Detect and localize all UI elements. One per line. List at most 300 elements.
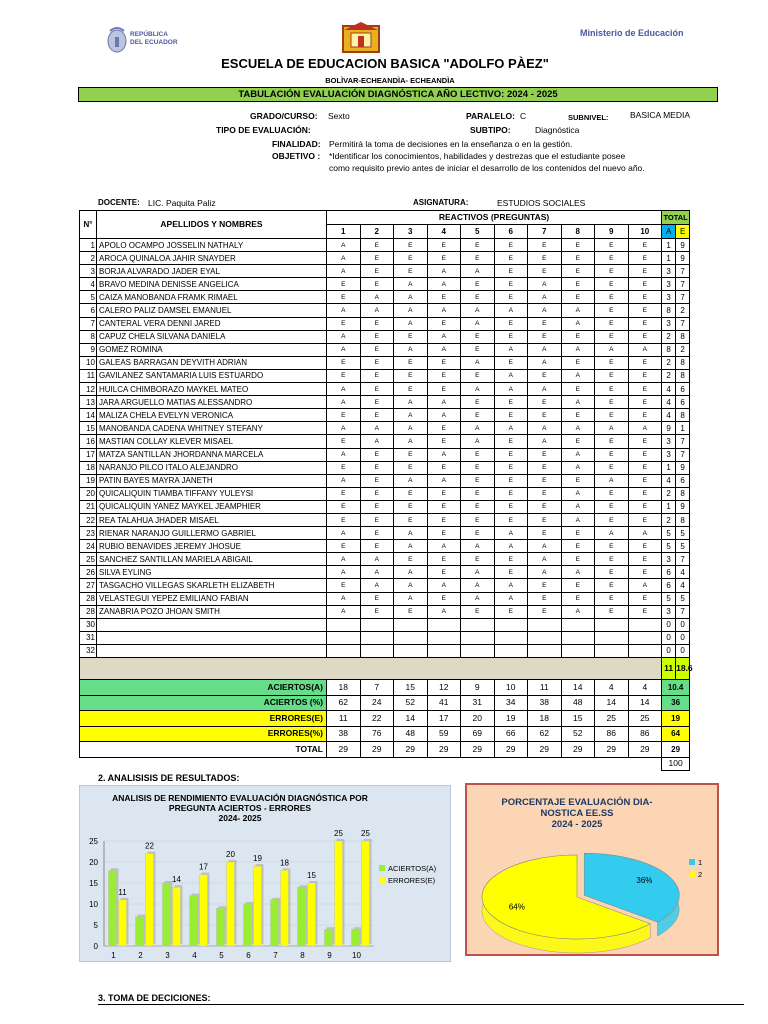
total-e-cell: 4 (676, 579, 690, 592)
total-a-cell: 3 (662, 435, 676, 448)
total-e-cell: 6 (676, 396, 690, 409)
total-a-cell: 6 (662, 579, 676, 592)
x-tick-label: 9 (327, 951, 332, 960)
summary-total: 19 (662, 711, 690, 727)
answer-cell: E (595, 566, 629, 579)
answer-cell: A (461, 592, 495, 605)
answer-cell: E (360, 369, 394, 382)
answer-cell (394, 618, 428, 631)
answer-cell: A (327, 343, 361, 356)
student-row (80, 513, 690, 526)
total-a-cell: 1 (662, 500, 676, 513)
summary-total: 64 (662, 726, 690, 742)
answer-cell: E (595, 540, 629, 553)
answer-cell: E (628, 383, 662, 396)
answer-cell: E (595, 487, 629, 500)
bar (271, 900, 279, 946)
answer-cell: E (360, 605, 394, 618)
x-tick-label: 1 (111, 951, 116, 960)
student-row (80, 448, 690, 461)
answer-cell: E (360, 396, 394, 409)
answer-cell: A (595, 474, 629, 487)
answer-cell: E (561, 330, 595, 343)
subnivel-label: SUBNIVEL: (568, 113, 609, 122)
answer-cell: E (461, 500, 495, 513)
summary-row (80, 726, 690, 742)
summary-total: 10.4 (662, 680, 690, 696)
legend-swatch (379, 877, 385, 883)
summary-total: 36 (662, 695, 690, 711)
total-e-cell: 9 (676, 239, 690, 252)
total-a-cell: 3 (662, 317, 676, 330)
student-row (80, 278, 690, 291)
answer-cell: E (595, 383, 629, 396)
summary-value: 29 (561, 742, 595, 758)
summary-value: 38 (327, 726, 361, 742)
legend-label: 2 (698, 870, 703, 879)
y-tick-label: 15 (89, 879, 98, 888)
ecuador-emblem (106, 25, 128, 55)
summary-value: 25 (628, 711, 662, 727)
total-e-cell: 7 (676, 435, 690, 448)
total-a-cell: 4 (662, 474, 676, 487)
summary-value: 12 (427, 680, 461, 696)
answer-cell: E (561, 383, 595, 396)
answer-cell: A (394, 435, 428, 448)
student-row (80, 527, 690, 540)
row-number: 5 (80, 291, 97, 304)
total-a-cell: 1 (662, 461, 676, 474)
summary-value: 86 (595, 726, 629, 742)
summary-value: 38 (528, 695, 562, 711)
answer-cell (528, 618, 562, 631)
grado-label: GRADO/CURSO: (250, 111, 318, 121)
answer-cell: E (427, 553, 461, 566)
row-number: 1 (80, 239, 97, 252)
row-number: 8 (80, 330, 97, 343)
row-number: 19 (80, 474, 97, 487)
answer-cell: A (427, 304, 461, 317)
y-tick-label: 20 (89, 858, 98, 867)
answer-cell: A (528, 435, 562, 448)
row-number: 7 (80, 317, 97, 330)
bar-chart-title: 2024- 2025 (218, 813, 262, 823)
answer-cell: A (561, 317, 595, 330)
bar-data-label: 11 (118, 887, 127, 897)
bar (281, 870, 289, 946)
answer-cell: E (327, 356, 361, 369)
student-row (80, 422, 690, 435)
summary-value: 14 (394, 711, 428, 727)
total-e-cell: 8 (676, 513, 690, 526)
subtipo-label: SUBTIPO: (470, 125, 511, 135)
total-a-cell: 5 (662, 540, 676, 553)
answer-cell: E (561, 278, 595, 291)
answer-cell: A (360, 291, 394, 304)
total-a-cell: 6 (662, 566, 676, 579)
total-e-cell: 9 (676, 252, 690, 265)
answer-cell: E (628, 487, 662, 500)
answer-cell (461, 618, 495, 631)
answer-cell: E (494, 356, 528, 369)
answer-cell: E (461, 369, 495, 382)
answer-cell: E (427, 566, 461, 579)
answer-cell: A (461, 356, 495, 369)
student-row (80, 396, 690, 409)
row-number: 32 (80, 644, 97, 657)
summary-value: 11 (327, 711, 361, 727)
bar-data-label: 22 (145, 841, 154, 851)
question-header: 2 (360, 225, 394, 239)
answer-cell: E (561, 540, 595, 553)
summary-value: 7 (360, 680, 394, 696)
summary-value: 18 (327, 680, 361, 696)
total-e-cell: 7 (676, 448, 690, 461)
x-tick-label: 4 (192, 951, 197, 960)
answer-cell: E (561, 579, 595, 592)
row-number: 4 (80, 278, 97, 291)
objetivo-label: OBJETIVO : (272, 151, 321, 161)
total-e-cell: 7 (676, 291, 690, 304)
bar-data-label: 25 (334, 829, 343, 838)
summary-value: 19 (494, 711, 528, 727)
docente-label: DOCENTE: (98, 198, 140, 207)
total-e-cell: 1 (676, 422, 690, 435)
total-e-cell: 8 (676, 409, 690, 422)
student-row (80, 317, 690, 330)
total-e-cell: 6 (676, 383, 690, 396)
student-row (80, 540, 690, 553)
student-name: CALERO PALIZ DAMSEL EMANUEL (97, 304, 327, 317)
answer-cell: A (394, 579, 428, 592)
row-number: 10 (80, 356, 97, 369)
answer-cell: E (394, 252, 428, 265)
x-tick-label: 8 (300, 951, 305, 960)
answer-cell: E (528, 239, 562, 252)
answer-cell: E (628, 592, 662, 605)
summary-value: 4 (628, 680, 662, 696)
answer-cell: E (327, 278, 361, 291)
answer-cell (595, 631, 629, 644)
asignatura-label: ASIGNATURA: (413, 198, 469, 207)
answer-cell: E (427, 252, 461, 265)
answer-cell: E (494, 396, 528, 409)
answer-cell: E (595, 579, 629, 592)
answer-cell: E (360, 252, 394, 265)
answer-cell: E (360, 383, 394, 396)
answer-cell (628, 631, 662, 644)
answer-cell: E (595, 461, 629, 474)
answer-cell: E (494, 435, 528, 448)
answer-cell: E (628, 239, 662, 252)
summary-value: 29 (494, 742, 528, 758)
bar-data-label: 25 (361, 829, 370, 838)
summary-value: 86 (628, 726, 662, 742)
answer-cell: E (494, 239, 528, 252)
summary-label: ACIERTOS (%) (80, 695, 327, 711)
answer-cell: E (628, 553, 662, 566)
summary-row (80, 680, 690, 696)
answer-cell: E (461, 278, 495, 291)
answer-cell (427, 631, 461, 644)
answer-cell: E (327, 369, 361, 382)
answer-cell: E (628, 304, 662, 317)
row-number: 18 (80, 461, 97, 474)
bar (362, 841, 370, 946)
answer-cell: E (494, 566, 528, 579)
summary-value: 29 (628, 742, 662, 758)
answer-cell: E (461, 396, 495, 409)
answer-cell: E (461, 239, 495, 252)
answer-cell: A (327, 265, 361, 278)
answer-cell: A (628, 579, 662, 592)
answer-cell: E (494, 330, 528, 343)
answer-cell: A (394, 317, 428, 330)
answer-cell: A (427, 448, 461, 461)
total-a-cell: 2 (662, 330, 676, 343)
answer-cell: E (360, 356, 394, 369)
average-a: 11 (662, 658, 676, 680)
answer-cell: E (595, 265, 629, 278)
section-2-title: 2. ANALISISIS DE RESULTADOS: (98, 773, 240, 783)
summary-value: 14 (628, 695, 662, 711)
paralelo-label: PARALELO: (466, 111, 515, 121)
answer-cell: E (461, 474, 495, 487)
total-e-cell: 8 (676, 330, 690, 343)
bar (227, 862, 235, 946)
student-row (80, 487, 690, 500)
summary-value: 41 (427, 695, 461, 711)
answer-cell: E (528, 461, 562, 474)
pie-data-label: 36% (636, 875, 653, 885)
question-header: 10 (628, 225, 662, 239)
answer-cell: A (427, 409, 461, 422)
answer-cell: A (327, 422, 361, 435)
answer-cell (327, 644, 361, 657)
row-number: 15 (80, 422, 97, 435)
answer-cell: A (628, 527, 662, 540)
republic-text: REPÚBLICA DEL ECUADOR (130, 31, 178, 46)
bar-data-label: 19 (253, 854, 262, 864)
row-number: 12 (80, 383, 97, 396)
row-number: 6 (80, 304, 97, 317)
answer-cell: A (561, 461, 595, 474)
answer-cell: E (628, 435, 662, 448)
answer-cell: E (427, 356, 461, 369)
answer-cell: E (494, 605, 528, 618)
total-a-cell: 2 (662, 487, 676, 500)
answer-cell: E (494, 448, 528, 461)
summary-value: 29 (327, 742, 361, 758)
question-header: 3 (394, 225, 428, 239)
row-number: 28 (80, 605, 97, 618)
total-a-cell: 1 (662, 239, 676, 252)
legend-swatch (379, 865, 385, 871)
summary-value: 24 (360, 695, 394, 711)
answer-cell: E (494, 513, 528, 526)
bar-data-label: 18 (280, 858, 289, 868)
answer-cell: E (528, 592, 562, 605)
answer-cell: E (628, 396, 662, 409)
student-name: MASTIAN COLLAY KLEVER MISAEL (97, 435, 327, 448)
answer-cell (427, 644, 461, 657)
summary-value: 29 (427, 742, 461, 758)
answer-cell: E (394, 553, 428, 566)
answer-cell: E (394, 461, 428, 474)
answer-cell: E (360, 487, 394, 500)
bar (254, 866, 262, 946)
x-tick-label: 2 (138, 951, 143, 960)
total-a-cell: 2 (662, 356, 676, 369)
answer-cell: E (595, 291, 629, 304)
total-a-cell: 2 (662, 369, 676, 382)
total-a-cell: 0 (662, 644, 676, 657)
answer-cell: E (360, 278, 394, 291)
row-number: 9 (80, 343, 97, 356)
answer-cell: A (494, 592, 528, 605)
answer-cell (394, 644, 428, 657)
answer-cell: A (494, 369, 528, 382)
legend-swatch (689, 871, 695, 877)
answer-cell (461, 644, 495, 657)
answer-cell: E (327, 500, 361, 513)
answer-cell: E (595, 304, 629, 317)
answer-cell: E (427, 500, 461, 513)
answer-cell: A (461, 317, 495, 330)
student-row (80, 474, 690, 487)
summary-label: ERRORES(%) (80, 726, 327, 742)
summary-value: 10 (494, 680, 528, 696)
answer-cell: A (461, 579, 495, 592)
row-number: 13 (80, 396, 97, 409)
answer-cell: E (394, 500, 428, 513)
question-header: 9 (595, 225, 629, 239)
answer-cell: A (394, 592, 428, 605)
answer-cell: E (360, 461, 394, 474)
answer-cell: E (528, 409, 562, 422)
student-name: JARA ARGUELLO MATIAS ALESSANDRO (97, 396, 327, 409)
bar-data-label: 17 (199, 862, 208, 872)
student-name: QUICALIQUIN TIAMBA TIFFANY YULEYSI (97, 487, 327, 500)
answer-cell: E (528, 500, 562, 513)
summary-label: TOTAL (80, 742, 327, 758)
answer-cell (360, 618, 394, 631)
answer-cell: E (561, 291, 595, 304)
total-a-cell: 4 (662, 383, 676, 396)
answer-cell: A (528, 343, 562, 356)
student-name (97, 631, 327, 644)
summary-value: 76 (360, 726, 394, 742)
answer-cell: E (461, 553, 495, 566)
answer-cell: E (394, 605, 428, 618)
answer-cell (394, 631, 428, 644)
summary-value: 15 (394, 680, 428, 696)
answer-cell: E (427, 291, 461, 304)
answer-cell: A (494, 579, 528, 592)
col-reactivos-header: REACTIVOS (PREGUNTAS) (327, 211, 662, 225)
answer-cell (628, 618, 662, 631)
answer-cell: E (327, 513, 361, 526)
legend-swatch (689, 859, 695, 865)
answer-cell (427, 618, 461, 631)
y-tick-label: 0 (93, 942, 98, 951)
summary-row (80, 742, 690, 758)
answer-cell: E (427, 317, 461, 330)
summary-value: 18 (528, 711, 562, 727)
answer-cell: E (360, 474, 394, 487)
answer-cell: E (427, 383, 461, 396)
total-a-cell: 4 (662, 409, 676, 422)
answer-cell (494, 644, 528, 657)
answer-cell: A (327, 474, 361, 487)
answer-cell: E (595, 396, 629, 409)
asignatura-value: ESTUDIOS SOCIALES (497, 198, 586, 208)
answer-cell (561, 618, 595, 631)
bar (244, 904, 252, 946)
answer-cell (595, 644, 629, 657)
summary-total: 29 (662, 742, 690, 758)
summary-value: 52 (394, 695, 428, 711)
answer-cell: A (494, 343, 528, 356)
total-a-cell: 0 (662, 618, 676, 631)
answer-cell: E (628, 330, 662, 343)
location: BOLÌVAR-ECHEANDÌA- ECHEANDÌA (325, 76, 455, 85)
answer-cell: E (427, 422, 461, 435)
answer-cell: E (628, 448, 662, 461)
summary-value: 29 (394, 742, 428, 758)
answer-cell: E (494, 500, 528, 513)
row-number: 17 (80, 448, 97, 461)
school-logo (340, 20, 382, 54)
answer-cell: A (427, 396, 461, 409)
student-name: QUICALIQUIN YANEZ MAYKEL JEAMPHIER (97, 500, 327, 513)
answer-cell: E (360, 317, 394, 330)
answer-cell: E (561, 474, 595, 487)
answer-cell: E (427, 513, 461, 526)
summary-value: 66 (494, 726, 528, 742)
answer-cell: A (427, 265, 461, 278)
summary-value: 48 (561, 695, 595, 711)
grado-value: Sexto (328, 111, 350, 121)
answer-cell: E (394, 356, 428, 369)
answer-cell: A (595, 527, 629, 540)
answer-cell: E (595, 278, 629, 291)
student-name: PATIN BAYES MAYRA JANETH (97, 474, 327, 487)
bar (173, 887, 181, 946)
answer-cell: A (327, 553, 361, 566)
student-row (80, 644, 690, 657)
answer-cell: E (494, 487, 528, 500)
answer-cell: A (394, 409, 428, 422)
answer-cell: A (427, 474, 461, 487)
total-e-cell: 8 (676, 369, 690, 382)
student-row (80, 239, 690, 252)
x-tick-label: 5 (219, 951, 224, 960)
answer-cell: A (561, 396, 595, 409)
answer-cell: E (628, 265, 662, 278)
answer-cell: A (461, 265, 495, 278)
title-banner: TABULACIÓN EVALUACIÓN DIAGNÓSTICA AÑO LECTIVO: 2024 - 2025 (78, 87, 718, 102)
bar (298, 887, 306, 946)
grand-total: 100 (662, 757, 690, 770)
student-row (80, 605, 690, 618)
finalidad-value: Permitirá la toma de decisiones en la enseñanza o en la gestión. (329, 139, 573, 149)
total-a-cell: 3 (662, 553, 676, 566)
row-number: 2 (80, 252, 97, 265)
answer-cell: E (561, 252, 595, 265)
student-name (97, 644, 327, 657)
answer-cell: E (528, 487, 562, 500)
